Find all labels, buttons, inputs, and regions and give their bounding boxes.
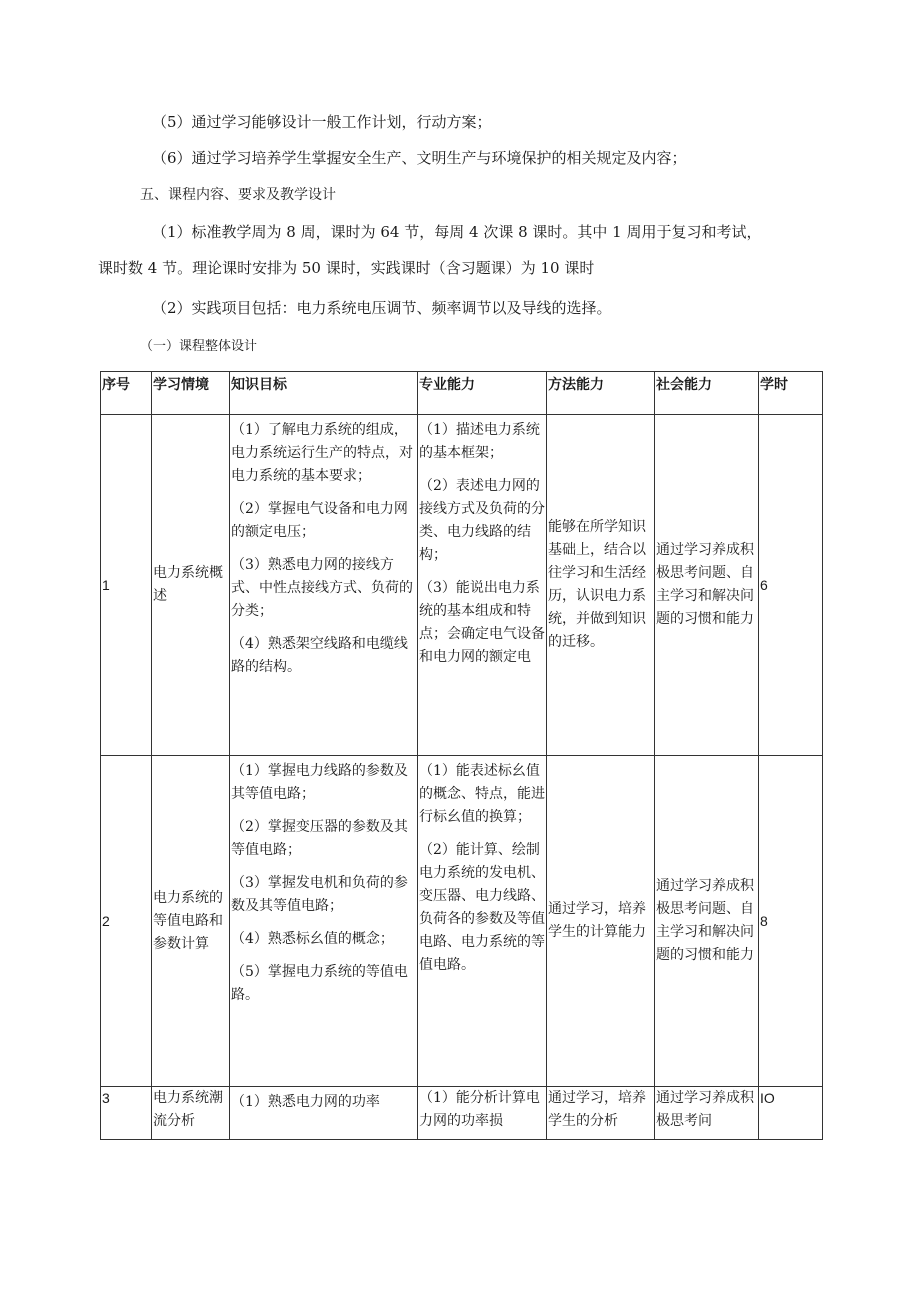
row-method: 能够在所学知识基础上，结合以往学习和生活经历，认识电力系统，并做到知识的迁移。	[547, 415, 655, 756]
row-professional	[418, 415, 547, 756]
row-context: 电力系统的等值电路和参数计算	[152, 756, 230, 1087]
knowledge-item: （1）掌握电力线路的参数及其等值电路；	[231, 763, 408, 802]
paragraph-item-2: （2）实践项目包括：电力系统电压调节、频率调节以及导线的选择。	[152, 299, 612, 317]
table-row	[101, 756, 823, 1087]
professional-item: （3）能说出电力系统的基本组成和特点；会确定电气设备和电力网的额定电	[419, 580, 545, 665]
knowledge-item: （1）熟悉电力网的功率	[231, 1094, 380, 1110]
professional-item: （2）表述电力网的接线方式及负荷的分类、电力线路的结构；	[419, 478, 545, 563]
header-cell-knowledge: 知识目标	[230, 372, 418, 415]
knowledge-item: （2）掌握电气设备和电力网的额定电压；	[231, 501, 408, 540]
row-professional	[418, 1087, 547, 1140]
header-cell-social: 社会能力	[655, 372, 759, 415]
knowledge-item: （4）熟悉标幺值的概念；	[231, 931, 394, 947]
table-row	[101, 415, 823, 756]
row-context: 电力系统概述	[152, 415, 230, 756]
knowledge-item: （3）熟悉电力网的接线方式、中性点接线方式、负荷的分类；	[231, 557, 413, 619]
paragraph-objective-6: （6）通过学习培养学生掌握安全生产、文明生产与环境保护的相关规定及内容；	[152, 149, 687, 167]
row-social: 通过学习养成积极思考问题、自主学习和解决问题的习惯和能力	[655, 415, 759, 756]
course-design-table	[100, 371, 823, 1140]
professional-item: （1）能表述标幺值的概念、特点，能进行标幺值的换算；	[419, 763, 545, 825]
row-knowledge	[230, 1087, 418, 1140]
subsection-heading-1: （一）课程整体设计	[140, 339, 258, 354]
knowledge-item: （1）了解电力系统的组成，电力系统运行生产的特点，对电力系统的基本要求；	[231, 422, 413, 484]
row-social: 通过学习养成积极思考问题、自主学习和解决问题的习惯和能力	[655, 756, 759, 1087]
knowledge-item: （5）掌握电力系统的等值电路。	[231, 964, 408, 1003]
knowledge-item: （3）掌握发电机和负荷的参数及其等值电路；	[231, 875, 408, 914]
row-hours: IO	[759, 1087, 823, 1140]
knowledge-item: （2）掌握变压器的参数及其等值电路；	[231, 819, 408, 858]
row-knowledge	[230, 415, 418, 756]
row-hours: 8	[759, 756, 823, 1087]
header-cell-method: 方法能力	[547, 372, 655, 415]
section-heading-5: 五、课程内容、要求及教学设计	[140, 187, 336, 203]
row-method: 通过学习，培养学生的计算能力	[547, 756, 655, 1087]
header-cell-hours: 学时	[759, 372, 823, 415]
paragraph-objective-5: （5）通过学习能够设计一般工作计划，行动方案；	[152, 113, 492, 131]
row-number: 2	[101, 756, 152, 1087]
paragraph-item-1-line-1: （1）标准教学周为 8 周，课时为 64 节，每周 4 次课 8 课时。其中 1 周用于复习和考试，	[152, 223, 762, 241]
paragraph-item-1-line-2: 课时数 4 节。理论课时安排为 50 课时，实践课时（含习题课）为 10 课时	[98, 259, 595, 277]
header-cell-no: 序号	[101, 372, 152, 415]
row-hours: 6	[759, 415, 823, 756]
table-header-row	[101, 372, 823, 415]
row-number: 1	[101, 415, 152, 756]
row-method: 通过学习，培养学生的分析	[547, 1087, 655, 1140]
row-social: 通过学习养成积极思考问	[655, 1087, 759, 1140]
row-knowledge	[230, 756, 418, 1087]
professional-item: （1）能分析计算电力网的功率损	[419, 1090, 540, 1129]
knowledge-item: （4）熟悉架空线路和电缆线路的结构。	[231, 636, 408, 675]
row-professional	[418, 756, 547, 1087]
row-context: 电力系统潮流分析	[152, 1087, 230, 1140]
professional-item: （2）能计算、绘制电力系统的发电机、变压器、电力线路、负荷各的参数及等值电路、电力系统的等值电路。	[419, 842, 545, 973]
header-cell-context: 学习情境	[152, 372, 230, 415]
row-number: 3	[101, 1087, 152, 1140]
table-row	[101, 1087, 823, 1140]
professional-item: （1）描述电力系统的基本框架；	[419, 422, 540, 461]
header-cell-professional: 专业能力	[418, 372, 547, 415]
